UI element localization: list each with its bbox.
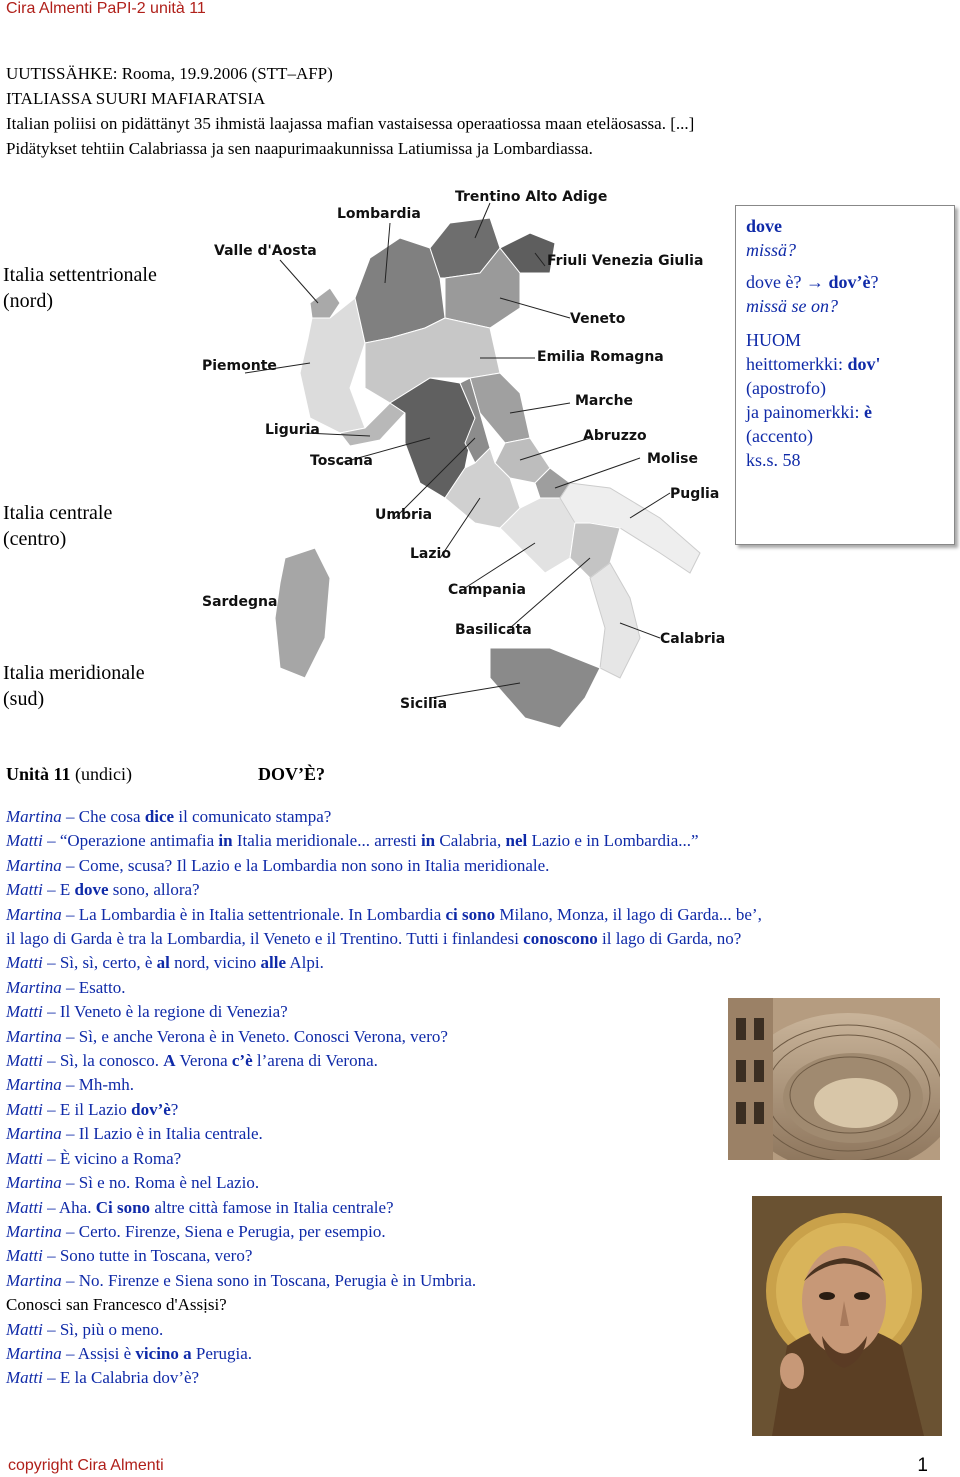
- info-dov-apostrophe: dov': [847, 354, 881, 374]
- line-text: Milano, Monza, il lago di Garda... be’,: [495, 904, 762, 924]
- region-center-label: Italia centrale (centro): [3, 502, 113, 550]
- speaker: Matti: [6, 1002, 43, 1022]
- line-text: – Il Lazio è in Italia centrale.: [61, 1124, 263, 1144]
- line-bold: nel: [505, 831, 528, 851]
- line-text: Italia meridionale... arresti: [232, 831, 421, 851]
- speaker: Martina: [6, 1173, 62, 1193]
- line-bold: vicino a: [135, 1343, 192, 1363]
- line-bold: c’è: [231, 1051, 253, 1071]
- line-text: sono, allora?: [108, 880, 200, 900]
- speaker: Martina: [6, 1026, 62, 1046]
- speaker: Martina: [6, 1221, 62, 1241]
- line-text: Perugia.: [191, 1343, 253, 1363]
- info-missa-se-on: missä se on?: [746, 296, 839, 316]
- line-text: – La Lombardia è in Italia settentrionale. In Lombardia: [61, 904, 446, 924]
- line-text: Lazio e in Lombardia...”: [527, 831, 699, 851]
- footer-page-number: 1: [917, 1455, 928, 1476]
- map-label-lombardia: Lombardia: [337, 206, 421, 222]
- region-calabria: [590, 563, 640, 678]
- line-bold: in: [218, 831, 233, 851]
- dialogue-line: [6, 976, 951, 1000]
- region-sardegna: [275, 548, 330, 678]
- speaker: Martina: [6, 1124, 62, 1144]
- line-text: il lago di Garda, no?: [597, 929, 742, 949]
- speaker: Martina: [6, 807, 62, 826]
- line-bold: A: [163, 1051, 176, 1071]
- info-dove-e-line: [746, 270, 944, 294]
- line-text: – Aha.: [42, 1197, 96, 1217]
- san-francesco-fresco: [752, 1196, 942, 1436]
- line-text: – E: [42, 880, 75, 900]
- news-line-1: UUTISSÄHKE: Rooma, 19.9.2006 (STT–AFP): [6, 64, 333, 83]
- arrow-right-icon: →: [805, 272, 824, 292]
- map-label-campania: Campania: [448, 582, 526, 598]
- map-label-lazio: Lazio: [410, 546, 451, 562]
- line-text: – Assịsi è: [61, 1343, 136, 1363]
- map-label-basilicata: Basilicata: [455, 622, 532, 638]
- dialogue-line: [6, 878, 951, 902]
- news-line-3: Italian poliisi on pidättänyt 35 ihmistä laajassa mafian vastaisessa operaatiossa maan eteläosassa. [...]: [6, 114, 695, 133]
- line-text: – E il Lazio: [42, 1099, 132, 1119]
- dialogue-line: [6, 927, 951, 951]
- region-sicilia: [490, 648, 600, 728]
- map-label-molise: Molise: [647, 451, 698, 467]
- line-text: – E la Calabria dov’è?: [42, 1368, 200, 1388]
- speaker: Matti: [6, 1246, 43, 1266]
- info-painomerkki: ja painomerkki:: [746, 402, 864, 422]
- line-text: Conosci san Francesco d'Assịsi?: [6, 1295, 227, 1315]
- line-bold: ci sono: [445, 904, 496, 924]
- map-label-calabria: Calabria: [660, 631, 726, 647]
- line-text: – Sì, sì, certo, è: [42, 953, 157, 973]
- line-text: – Sì, la conosco.: [42, 1051, 164, 1071]
- info-missa: missä?: [746, 240, 797, 260]
- line-text: – Sono tutte in Toscana, vero?: [42, 1246, 253, 1266]
- region-piemonte: [300, 298, 365, 433]
- line-text: – Come, scusa? Il Lazio e la Lombardia non sono in Italia meridionale.: [61, 855, 550, 875]
- line-text: – “Operazione antimafia: [42, 831, 219, 851]
- line-text: Verona: [175, 1051, 232, 1071]
- map-regions: [275, 218, 700, 728]
- speaker: Matti: [6, 1197, 43, 1217]
- unit-label: Unità 11: [6, 764, 71, 784]
- footer-copyright: copyright Cira Almenti: [8, 1457, 164, 1474]
- map-label-sicilia: Sicilia: [400, 696, 448, 712]
- line-text: – Il Veneto è la regione di Venezia?: [42, 1002, 288, 1022]
- line-text: – Esatto.: [61, 977, 126, 997]
- line-bold: Ci sono: [95, 1197, 151, 1217]
- speaker: Matti: [6, 1319, 43, 1339]
- speaker: Matti: [6, 1148, 43, 1168]
- info-apostrofo: (apostrofo): [746, 378, 826, 398]
- line-bold: in: [420, 831, 436, 851]
- header-title: Cira Almenti PaPI-2 unità 11: [6, 0, 206, 17]
- line-text: Calabria,: [435, 831, 506, 851]
- speaker: Matti: [6, 1099, 43, 1119]
- speaker: Matti: [6, 1051, 43, 1071]
- grammar-info-box: [735, 205, 955, 545]
- map-label-abruzzo: Abruzzo: [583, 428, 647, 444]
- line-text: il comunicato stampa?: [174, 807, 332, 826]
- unit-title: DOV’È?: [258, 764, 325, 784]
- map-label-marche: Marche: [575, 393, 634, 409]
- line-text: l’arena di Verona.: [252, 1051, 378, 1071]
- line-text: – Sì, più o meno.: [42, 1319, 164, 1339]
- line-text: – Che cosa: [61, 807, 145, 826]
- speaker: Martina: [6, 1075, 62, 1095]
- info-heittomerkki: heittomerkki:: [746, 354, 848, 374]
- info-ref: ks.s. 58: [746, 450, 801, 470]
- line-text: il lago di Garda è tra la Lombardia, il Veneto e il Trentino. Tutti i finlandesi: [6, 929, 524, 949]
- speaker: Martina: [6, 1270, 62, 1290]
- map-label-puglia: Puglia: [670, 486, 720, 502]
- dialogue-line: [6, 1171, 951, 1195]
- info-painomerkki-line: [746, 400, 944, 424]
- info-huom: HUOM: [746, 330, 802, 350]
- line-text: – Mh-mh.: [61, 1075, 134, 1095]
- speaker: Matti: [6, 831, 43, 851]
- line-text: – No. Firenze e Siena sono in Toscana, Perugia è in Umbria.: [61, 1270, 477, 1290]
- line-text: nord, vicino: [169, 953, 261, 973]
- unit-heading: [6, 764, 325, 785]
- italy-regions-map: [190, 178, 740, 748]
- line-bold: conoscono: [523, 929, 598, 949]
- map-label-emilia: Emilia Romagna: [537, 349, 664, 365]
- line-text: – Sì e no. Roma è nel Lazio.: [61, 1173, 260, 1193]
- line-bold: al: [156, 953, 170, 973]
- line-bold: alle: [260, 953, 287, 973]
- speaker: Matti: [6, 1368, 43, 1388]
- map-label-veneto: Veneto: [570, 311, 626, 327]
- line-text: – Sì, e anche Verona è in Veneto. Conosci Verona, vero?: [61, 1026, 448, 1046]
- line-text: ?: [170, 1099, 179, 1119]
- info-qmark: ?: [870, 272, 879, 292]
- line-text: – Certo. Firenze, Siena e Perugia, per esempio.: [61, 1221, 386, 1241]
- dialogue-line: [6, 951, 951, 975]
- map-label-sardegna: Sardegna: [202, 594, 278, 610]
- speaker: Martina: [6, 904, 62, 924]
- dialogue-line: [6, 854, 951, 878]
- info-heittomerkki-line: [746, 352, 944, 376]
- speaker: Martina: [6, 977, 62, 997]
- line-text: – È vicino a Roma?: [42, 1148, 182, 1168]
- dialogue-line: [6, 903, 951, 927]
- dialogue-line: [6, 829, 951, 853]
- arena-verona-photo: [728, 998, 940, 1160]
- line-bold: dove: [74, 880, 109, 900]
- line-bold: dice: [144, 807, 175, 826]
- news-line-2: ITALIASSA SUURI MAFIARATSIA: [6, 89, 266, 108]
- map-label-trentino: Trentino Alto Adige: [455, 189, 608, 205]
- info-e-accent: è: [863, 402, 872, 422]
- region-north-label: Italia settentrionale (nord): [3, 264, 157, 312]
- info-accento: (accento): [746, 426, 813, 446]
- map-label-friuli: Friuli Venezia Giulia: [547, 253, 704, 269]
- info-dove: dove: [746, 216, 782, 236]
- info-dove-e: dove è?: [746, 272, 802, 292]
- map-label-liguria: Liguria: [265, 422, 320, 438]
- speaker: Martina: [6, 855, 62, 875]
- dialogue-line: [6, 805, 951, 829]
- map-label-piemonte: Piemonte: [202, 358, 277, 374]
- map-label-toscana: Toscana: [310, 453, 373, 469]
- unit-sub: (undici): [70, 764, 132, 784]
- region-south-label: Italia meridionale (sud): [3, 662, 145, 710]
- line-bold: dov’è: [131, 1099, 171, 1119]
- speaker: Martina: [6, 1343, 62, 1363]
- news-line-4: Pidätykset tehtiin Calabriassa ja sen naapurimaakunnissa Latiumissa ja Lombardiassa.: [6, 139, 593, 158]
- line-text: altre città famose in Italia centrale?: [150, 1197, 394, 1217]
- speaker: Matti: [6, 953, 43, 973]
- map-label-valle: Valle d'Aosta: [214, 243, 317, 259]
- map-label-umbria: Umbria: [375, 507, 433, 523]
- line-text: Alpi.: [286, 953, 324, 973]
- speaker: Matti: [6, 880, 43, 900]
- info-dov-e: dov’è: [828, 272, 871, 292]
